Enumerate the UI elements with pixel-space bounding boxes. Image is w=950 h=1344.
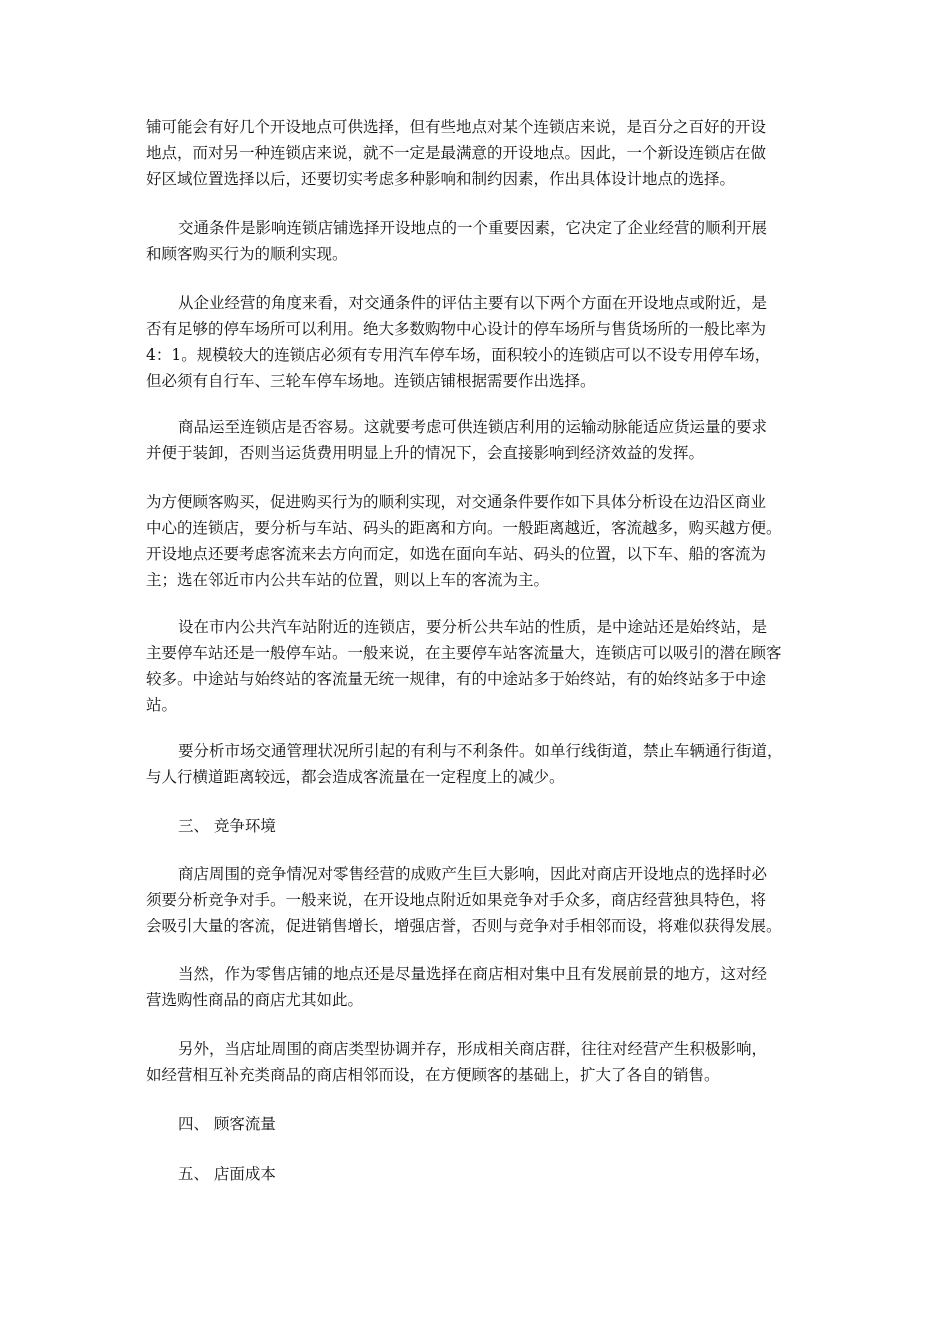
- section-heading-customer-flow: [146, 1111, 810, 1137]
- text-line: 否有足够的停车场所可以利用。绝大多数购物中心设计的停车场所与售货场所的一般比率为: [146, 320, 767, 338]
- paragraph-traffic-management: [146, 738, 810, 790]
- paragraph-customer-convenience: [146, 489, 810, 593]
- text-line: 商店周围的竞争情况对零售经营的成败产生巨大影响，因此对商店开设地点的选择时必: [178, 865, 768, 883]
- text-line: 主要停车站还是一般停车站。一般来说，在主要停车站客流量大，连锁店可以吸引的潜在顾客: [146, 644, 782, 662]
- text-line: 开设地点还要考虑客流来去方向而定，如选在面向车站、码头的位置，以下车、船的客流为: [146, 545, 767, 563]
- heading-text: 四、 顾客流量: [178, 1115, 276, 1133]
- text-line: 与人行横道距离较远，都会造成客流量在一定程度上的减少。: [146, 768, 565, 786]
- section-heading-store-cost: [146, 1161, 810, 1187]
- text-line: 商品运至连锁店是否容易。这就要考虑可供连锁店利用的运输动脉能适应货运量的要求: [178, 418, 768, 436]
- paragraph-goods-transport: [146, 414, 810, 466]
- text-line: 交通条件是影响连锁店铺选择开设地点的一个重要因素，它决定了企业经营的顺利开展: [178, 219, 768, 237]
- text-line: 站。: [146, 696, 178, 714]
- text-line: 须要分析竞争对手。一般来说，在开设地点附近如果竞争对手众多，商店经营独具特色，将: [146, 891, 767, 909]
- text-line: 从企业经营的角度来看，对交通条件的评估主要有以下两个方面在开设地点或附近，是: [178, 294, 768, 312]
- text-line: 如经营相互补充类商品的商店相邻而设，在方便顾客的基础上，扩大了各自的销售。: [146, 1066, 720, 1084]
- text-line: 4：1。规模较大的连锁店必须有专用汽车停车场，面积较小的连锁店可以不设专用停车场，: [146, 346, 771, 364]
- heading-text: 五、 店面成本: [178, 1165, 276, 1183]
- text-line: 营选购性商品的商店尤其如此。: [146, 991, 364, 1009]
- paragraph-retail-location: [146, 961, 810, 1013]
- heading-text: 三、 竞争环境: [178, 817, 276, 835]
- text-line: 和顾客购买行为的顺利实现。: [146, 245, 348, 263]
- paragraph-competition: [146, 861, 810, 939]
- text-line: 会吸引大量的客流，促进销售增长，增强店誉，否则与竞争对手相邻而设，将难似获得发展。: [146, 917, 782, 935]
- text-line: 中心的连锁店，要分析与车站、码头的距离和方向。一般距离越近，客流越多，购买越方便。: [146, 519, 782, 537]
- text-line: 较多。中途站与始终站的客流量无统一规律，有的中途站多于始终站，有的始终站多于中途: [146, 670, 767, 688]
- paragraph-site-selection-continued: [146, 114, 810, 192]
- text-line: 为方便顾客购买，促进购买行为的顺利实现，对交通条件要作如下具体分析设在边沿区商业: [146, 493, 767, 511]
- text-line: 另外，当店址周围的商店类型协调并存，形成相关商店群，往往对经营产生积极影响，: [178, 1040, 768, 1058]
- paragraph-traffic-conditions: [146, 215, 810, 267]
- text-line: 并便于装卸，否则当运货费用明显上升的情况下，会直接影响到经济效益的发挥。: [146, 444, 705, 462]
- paragraph-store-cluster: [146, 1036, 810, 1088]
- section-heading-competition: [146, 813, 810, 839]
- text-line: 主；选在邻近市内公共车站的位置，则以上车的客流为主。: [146, 571, 550, 589]
- text-line: 地点，而对另一种连锁店来说，就不一定是最满意的开设地点。因此，一个新设连锁店在做: [146, 144, 767, 162]
- text-line: 当然，作为零售店铺的地点还是尽量选择在商店相对集中且有发展前景的地方，这对经: [178, 965, 768, 983]
- text-line: 好区域位置选择以后，还要切实考虑多种影响和制约因素，作出具体设计地点的选择。: [146, 170, 736, 188]
- text-line: 要分析市场交通管理状况所引起的有利与不利条件。如单行线街道，禁止车辆通行街道，: [178, 742, 783, 760]
- paragraph-bus-stations: [146, 614, 810, 718]
- text-line: 但必须有自行车、三轮车停车场地。连锁店铺根据需要作出选择。: [146, 372, 596, 390]
- paragraph-parking: [146, 290, 810, 394]
- text-line: 设在市内公共汽车站附近的连锁店，要分析公共车站的性质，是中途站还是始终站，是: [178, 618, 768, 636]
- text-line: 铺可能会有好几个开设地点可供选择，但有些地点对某个连锁店来说，是百分之百好的开设: [146, 118, 767, 136]
